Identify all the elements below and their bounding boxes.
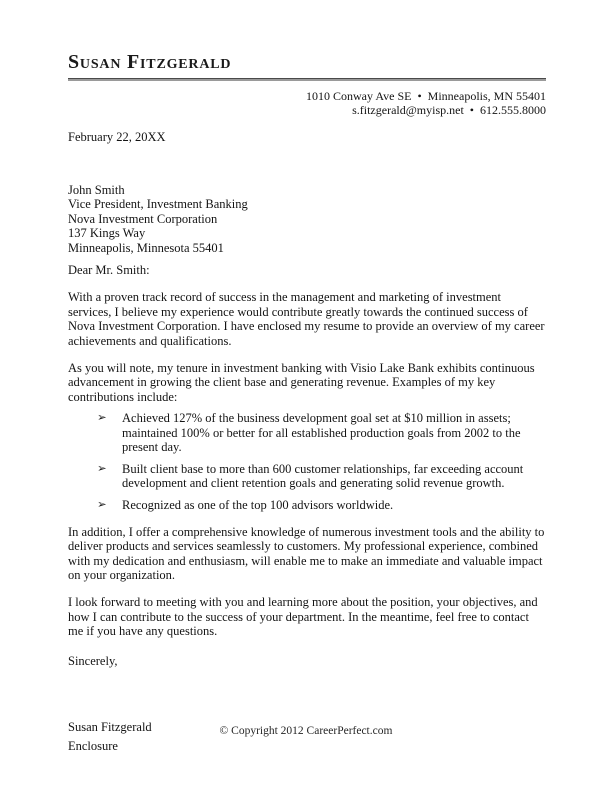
contact-block (68, 89, 546, 117)
recipient-city: Minneapolis, Minnesota 55401 (68, 240, 224, 255)
paragraph-tenure: As you will note, my tenure in investment banking with Visio Lake Bank exhibits continuous advancement in growing the client base and generating revenue. Examples of my key contributions include: (68, 360, 535, 404)
recipient-block (68, 183, 546, 256)
contact-address-line: 1010 Conway Ave SE • Minneapolis, MN 55401 (306, 89, 546, 103)
list-item (68, 411, 546, 455)
list-item (68, 462, 546, 491)
signature-name: Susan Fitzgerald (68, 720, 152, 734)
arrowhead-bullet-icon: ➢ (97, 498, 107, 511)
recipient-title: Vice President, Investment Banking (68, 197, 248, 211)
letterhead (68, 50, 546, 117)
closing-salutation: Sincerely, (68, 653, 118, 668)
recipient-company: Nova Investment Corporation (68, 211, 218, 226)
bullet-text: Built client base to more than 600 customer relationships, far exceeding account development and client retention goals and generating solid revenue growth. (122, 461, 524, 490)
list-item (68, 498, 546, 513)
letter-date: February 22, 20XX (68, 130, 166, 144)
paragraph-knowledge: In addition, I offer a comprehensive knowledge of numerous investment tools and the ability to deliver products and services seamlessly to customers. My professional experience, combined with my dedication and enthusiasm, will enable me to make an immediate and valuable impact on your organization. (68, 524, 545, 582)
recipient-street: 137 Kings Way (68, 226, 146, 240)
salutation: Dear Mr. Smith: (68, 263, 150, 277)
recipient-name: John Smith (68, 182, 125, 197)
header-rule (68, 78, 546, 81)
paragraph-closing: I look forward to meeting with you and learning more about the position, your objectives, and how I can contribute to the success of your department. In the meantime, feel free to contact me if you have any questions. (68, 595, 538, 638)
bullet-text: Achieved 127% of the business development goal set at $10 million in assets; maintained 100% or better for all established production goals from 2002 to the present day. (122, 411, 521, 454)
paragraph-intro: With a proven track record of success in the management and marketing of investment services, I believe my experience would contribute greatly towards the continued success of Nova Investment Corporation. I have enclosed my resume to provide an overview of my career achievements and qualifications. (68, 290, 545, 348)
contribution-bullet-list (68, 411, 546, 512)
copyright-footer: © Copyright 2012 CareerPerfect.com (219, 725, 393, 737)
sender-name: Susan Fitzgerald (68, 51, 232, 73)
enclosure-note: Enclosure (68, 738, 118, 753)
arrowhead-bullet-icon: ➢ (97, 412, 107, 424)
bullet-text: Recognized as one of the top 100 advisors worldwide. (122, 497, 394, 512)
arrowhead-bullet-icon: ➢ (97, 462, 107, 475)
contact-email-phone-line: s.fitzgerald@myisp.net • 612.555.8000 (352, 103, 546, 117)
